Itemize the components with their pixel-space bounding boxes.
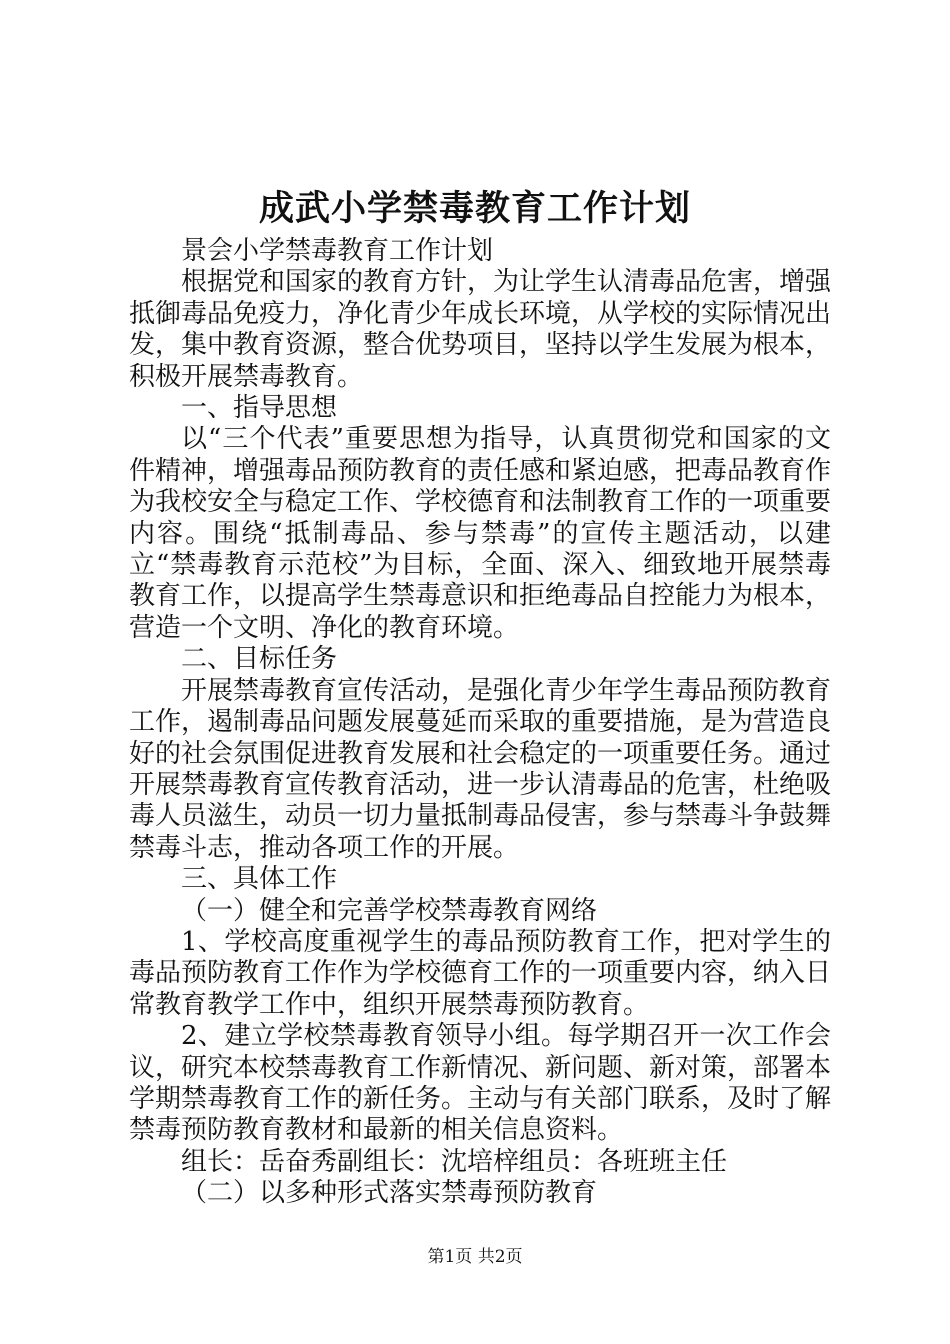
paragraph-item-2: 2、建立学校禁毒教育领导小组。每学期召开一次工作会议，研究本校禁毒教育工作新情况、新问题、新对策，部署本学期禁毒教育工作的新任务。主动与有关部门联系，及时了解禁毒预防教育教材和最新的相关信息资料。	[129, 1021, 832, 1146]
paragraph-item-1: 1、学校高度重视学生的毒品预防教育工作，把对学生的毒品预防教育工作作为学校德育工作的一项重要内容，纳入日常教育教学工作中，组织开展禁毒预防教育。	[129, 926, 832, 1020]
subsection-heading-forms: （二）以多种形式落实禁毒预防教育	[181, 1178, 598, 1209]
paragraph-goals: 开展禁毒教育宣传活动，是强化青少年学生毒品预防教育工作，遏制毒品问题发展蔓延而采取的重要措施，是为营造良好的社会氛围促进教育发展和社会稳定的一项重要任务。通过开展禁毒教育宣传教育活动，进一步认清毒品的危害，杜绝吸毒人员滋生，动员一切力量抵制毒品侵害，参与禁毒斗争鼓舞禁毒斗志，推动各项工作的开展。	[129, 675, 832, 863]
paragraph-intro: 根据党和国家的教育方针，为让学生认清毒品危害，增强抵御毒品免疫力，净化青少年成长环境，从学校的实际情况出发，集中教育资源，整合优势项目，坚持以学生发展为根本，积极开展禁毒教育。	[129, 267, 832, 392]
document-title: 成武小学禁毒教育工作计划	[258, 189, 691, 229]
section-heading-specific-work: 三、具体工作	[181, 864, 338, 895]
document-body	[129, 236, 831, 1210]
paragraph-subtitle: 景会小学禁毒教育工作计划	[181, 236, 494, 266]
page-footer: 第1页 共2页	[427, 1247, 523, 1267]
paragraph-guiding-ideology: 以“三个代表”重要思想为指导，认真贯彻党和国家的文件精神，增强毒品预防教育的责任感和紧迫感，把毒品教育作为我校安全与稳定工作、学校德育和法制教育工作的一项重要内容。围绕“抵制毒品、参与禁毒”的宣传主题活动，以建立“禁毒教育示范校”为目标，全面、深入、细致地开展禁毒教育工作，以提高学生禁毒意识和拒绝毒品自控能力为根本，营造一个文明、净化的教育环境。	[129, 424, 832, 643]
section-heading-guiding-ideology: 一、指导思想	[181, 393, 338, 424]
paragraph-group-members: 组长：岳奋秀副组长：沈培梓组员：各班班主任	[181, 1146, 728, 1177]
section-heading-goals: 二、目标任务	[181, 644, 338, 675]
subsection-heading-network: （一）健全和完善学校禁毒教育网络	[181, 895, 598, 926]
